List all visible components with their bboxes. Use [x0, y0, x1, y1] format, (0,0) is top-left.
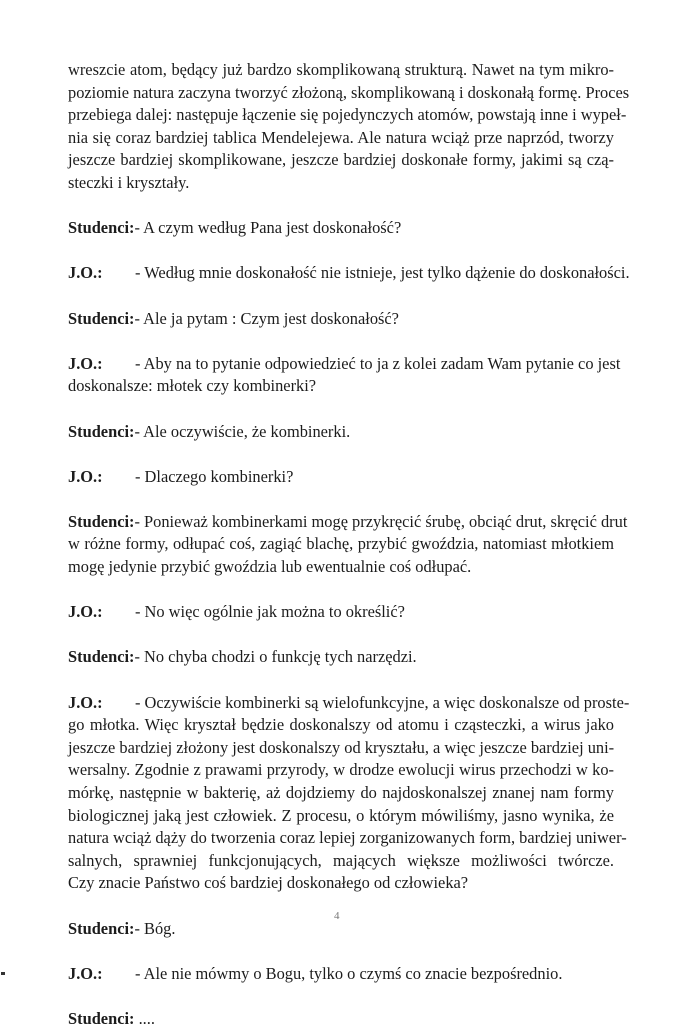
dialogue-line: [68, 827, 627, 850]
dialogue-text: - Aby na to pytanie odpowiedzieć to ja z kolei zadam Wam pytanie co jest: [135, 353, 621, 373]
dialogue-text: salnych, sprawniej funkcjonujących, mających większe możliwości twórcze.: [68, 850, 614, 870]
dialogue-line: [68, 872, 614, 895]
speaker-label: Studenci:: [68, 647, 135, 667]
dialogue-line: [68, 601, 614, 624]
dialogue-text: Czy znacie Państwo coś bardziej doskonałego od człowieka?: [68, 873, 469, 893]
speaker-label: J.O.:: [68, 963, 103, 983]
dialogue-text: mórkę, następnie w bakterię, aż dojdziemy do najdoskonalszej znanej nam formy: [68, 783, 614, 802]
dialogue-text: - Ale oczywiście, że kombinerki.: [134, 421, 351, 441]
dialogue-turn-jo: [68, 963, 614, 986]
dialogue-text: - Ale ja pytam : Czym jest doskonałość?: [134, 308, 399, 328]
dialogue-line: [68, 850, 614, 873]
dialogue-line: [68, 1008, 614, 1031]
dialogue-line: [68, 692, 630, 715]
dialogue-line: [68, 466, 614, 489]
dialogue-text: doskonalsze: młotek czy kombinerki?: [68, 376, 317, 396]
dialogue-line: [68, 353, 621, 376]
dialogue-text: go młotka. Więc kryształ będzie doskonalszy od atomu i cząsteczki, a wirus jako: [68, 715, 614, 735]
dialogue-line: [68, 646, 614, 669]
dialogue-line: [68, 714, 614, 737]
dialogue-text: - Ponieważ kombinerkami mogę przykręcić śrubę, obciąć drut, skręcić drut: [134, 511, 628, 531]
dialogue-text: - Dlaczego kombinerki?: [135, 466, 294, 486]
dialogue-text: ....: [134, 1008, 155, 1028]
dialogue-line: [68, 918, 614, 941]
paragraph-spacer: [68, 940, 614, 963]
speaker-label: Studenci:: [68, 308, 135, 328]
paragraph-spacer: [68, 195, 614, 218]
intro-line: wreszcie atom, będący już bardzo skomplikowaną strukturą. Nawet na tym mikro-: [68, 60, 614, 79]
dialogue-line: [68, 511, 628, 534]
dialogue-turn-studenci: [68, 217, 614, 240]
dialogue-text: wersalny. Zgodnie z prawami przyrody, w drodze ewolucji wirus przechodzi w ko-: [68, 760, 614, 780]
intro-line: przebiega dalej: następuje łączenie się pojedynczych atomów, powstają inne i wypeł-: [68, 105, 627, 125]
paragraph-spacer: [68, 443, 614, 466]
paragraph-spacer: [68, 330, 614, 353]
dialogue-text: - No więc ogólnie jak można to określić?: [135, 602, 405, 622]
dialogue-turn-studenci: [68, 421, 614, 444]
speaker-label: Studenci:: [68, 918, 135, 938]
speaker-label: J.O.:: [68, 602, 103, 622]
scan-artifact-mark: [1, 972, 5, 975]
speaker-label: Studenci:: [68, 421, 135, 441]
dialogue-line: [68, 421, 614, 444]
dialogue-line: [68, 963, 614, 986]
speaker-label: J.O.:: [68, 263, 103, 283]
paragraph-spacer: [68, 398, 614, 421]
paragraph-spacer: [68, 579, 614, 602]
dialogue-text: biologicznej jaką jest człowiek. Z procesu, o którym mówiliśmy, jasno wynika, że: [68, 805, 614, 825]
dialogue-text: - No chyba chodzi o funkcję tych narzędzi.: [134, 647, 417, 667]
speaker-label: J.O.:: [68, 353, 103, 373]
paragraph-spacer: [68, 895, 614, 918]
dialogue-line: [68, 805, 614, 828]
dialogue-text: - Według mnie doskonałość nie istnieje, jest tylko dążenie do doskonałości.: [135, 263, 630, 283]
paragraph-spacer: [68, 985, 614, 1008]
dialogue-line: [68, 759, 614, 782]
document-page: [68, 59, 630, 1031]
speaker-label: Studenci:: [68, 1008, 135, 1028]
page-number: 4: [334, 910, 340, 922]
intro-line: jeszcze bardziej skomplikowane, jeszcze bardziej doskonałe formy, jakimi są czą-: [68, 150, 614, 170]
dialogue-text: w różne formy, odłupać coś, zagiąć blachę, przybić gwoździa, natomiast młotkiem: [68, 534, 614, 554]
intro-paragraph: [68, 59, 630, 195]
dialogue-line: [68, 556, 614, 579]
paragraph-spacer: [68, 669, 614, 692]
dialogue-line: [68, 308, 614, 331]
intro-line: steczki i kryształy.: [68, 172, 190, 192]
speaker-label: J.O.:: [68, 466, 103, 486]
dialogue-text: - Oczywiście kombinerki są wielofunkcyjne, a więc doskonalsze od proste-: [135, 692, 630, 712]
dialogue-turn-studenci: [68, 511, 628, 579]
dialogue-turn-studenci: [68, 308, 614, 331]
dialogue-turn-jo: [68, 692, 630, 895]
dialogue-text: - Bóg.: [134, 918, 176, 938]
intro-line: nia się coraz bardziej tablica Mendelejewa. Ale natura wciąż prze naprzód, tworzy: [68, 127, 614, 147]
dialogue-turn-jo: [68, 353, 621, 398]
dialogue-text: natura wciąż dąży do tworzenia coraz lepiej zorganizowanych form, bardziej uniwer-: [68, 828, 627, 848]
dialogue-text: jeszcze bardziej złożony jest doskonalszy od kryształu, a więc jeszcze bardziej uni-: [68, 737, 615, 757]
dialogue-line: [68, 533, 614, 556]
dialogue-text: - A czym według Pana jest doskonałość?: [134, 218, 402, 238]
dialogue: [68, 195, 630, 1031]
dialogue-line: [68, 217, 614, 240]
dialogue-text: mogę jedynie przybić gwoździa lub ewentualnie coś odłupać.: [68, 557, 472, 577]
speaker-label: J.O.:: [68, 692, 103, 712]
paragraph-spacer: [68, 624, 614, 647]
dialogue-turn-studenci: [68, 646, 614, 669]
intro-line: poziomie natura zaczyna tworzyć złożoną, skomplikowaną i doskonałą formę. Proces: [68, 82, 630, 102]
dialogue-line: [68, 782, 614, 805]
paragraph-spacer: [68, 488, 614, 511]
dialogue-turn-jo: [68, 466, 614, 489]
speaker-label: Studenci:: [68, 511, 135, 531]
dialogue-line: [68, 262, 630, 285]
dialogue-turn-studenci: [68, 1008, 614, 1031]
dialogue-text: - Ale nie mówmy o Bogu, tylko o czymś co znacie bezpośrednio.: [135, 963, 563, 983]
dialogue-turn-studenci: [68, 918, 614, 941]
paragraph-spacer: [68, 285, 614, 308]
dialogue-line: [68, 737, 614, 760]
dialogue-turn-jo: [68, 262, 630, 285]
dialogue-line: [68, 375, 614, 398]
paragraph-spacer: [68, 240, 614, 263]
dialogue-turn-jo: [68, 601, 614, 624]
speaker-label: Studenci:: [68, 218, 135, 238]
